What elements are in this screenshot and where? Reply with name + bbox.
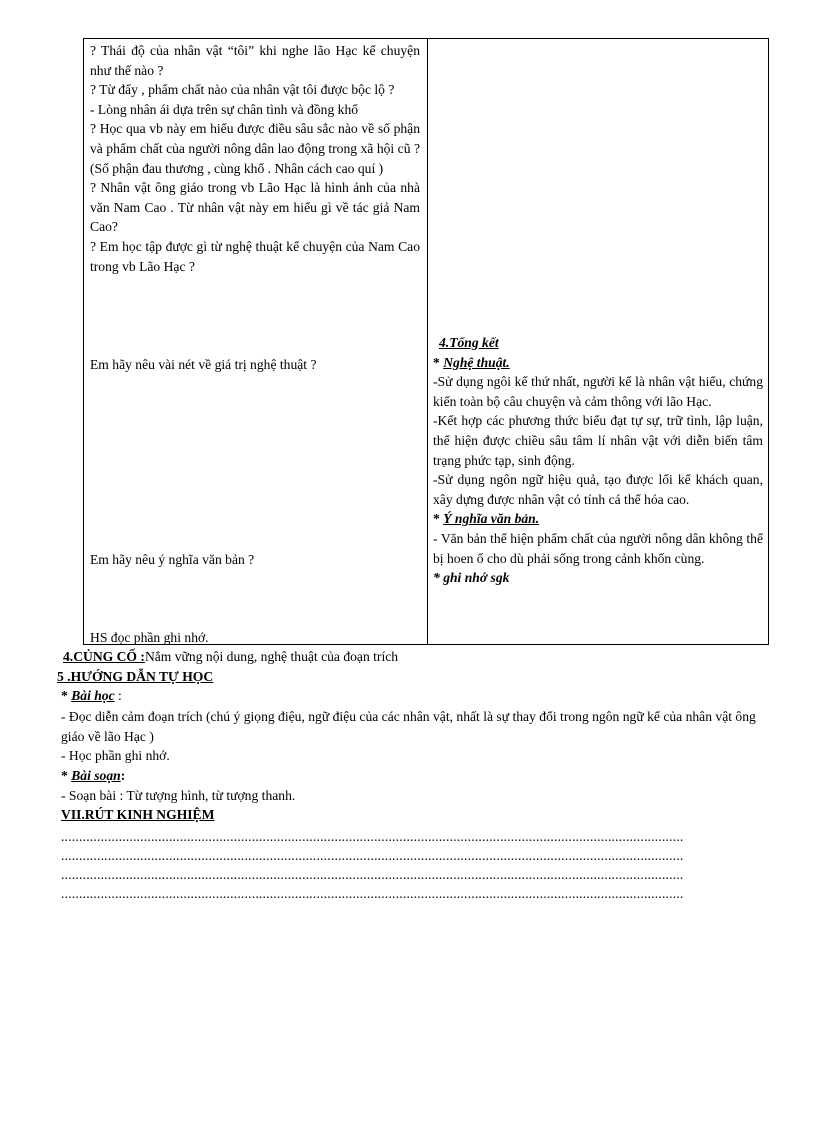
meaning-point: - Văn bản thể hiện phẩm chất của người nông dân không thể bị hoen ố cho dù phải sống trong cảnh khốn cùng. — [433, 530, 763, 566]
answer-quality: - Lòng nhân ái dựa trên sự chân tình và đồng khổ — [90, 101, 359, 117]
question-attitude: ? Thái độ của nhân vật “tôi” khi nghe lão Hạc kể chuyện như thế nào ? — [90, 43, 420, 78]
teacher-activity-cell — [90, 41, 420, 276]
question-author: ? Nhân vật ông giáo trong vb Lão Hạc là hình ảnh của nhà văn Nam Cao . Từ nhân vật này em hiểu gì về tác giả Nam Cao? — [90, 180, 420, 235]
lesson-task-1: - Đọc diễn cảm đoạn trích (chú ý giọng điệu, ngữ điệu của các nhân vật, nhất là sự thay đổi trong ngôn ngữ kể của nhân vật ông giáo về lão Hạc ) — [61, 709, 756, 744]
question-art-value: Em hãy nêu vài nét về giá trị nghệ thuật ? — [90, 357, 317, 372]
section-heading: 4.Tổng kết — [439, 335, 499, 350]
experience-heading: VII.RÚT KINH NGHIỆM — [61, 807, 215, 822]
art-point-2: -Kết hợp các phương thức biểu đạt tự sự, trữ tình, lập luận, thể hiện được chiều sâu tâm lí nhân vật với diễn biến tâm trạng phức tạp, sinh động. — [433, 413, 763, 468]
column-divider — [427, 39, 428, 644]
preparation-heading: * Bài soạn: — [61, 768, 126, 783]
question-fate: ? Học qua vb này em hiểu được điều sâu sắc nào về số phận và phẩm chất của người nông dân lao động trong xã hội cũ ? (Số phận đau thương , cùng khổ . Nhân cách cao quí ) — [90, 121, 420, 176]
question-quality: ? Từ đấy , phẩm chất nào của nhân vật tôi được bộc lộ ? — [90, 82, 395, 98]
preparation-task: - Soạn bài : Từ tượng hình, từ tượng thanh. — [61, 788, 296, 803]
blank-line: ............................................................................................................................................................................. — [61, 829, 684, 844]
art-heading: * Nghệ thuật. — [433, 354, 510, 370]
lesson-task-2: - Học phần ghi nhớ. — [61, 748, 170, 763]
content-cell — [433, 333, 763, 588]
blank-line: ............................................................................................................................................................................. — [61, 886, 684, 901]
question-meaning: Em hãy nêu ý nghĩa văn bản ? — [90, 552, 255, 567]
blank-line: ............................................................................................................................................................................. — [61, 848, 684, 863]
self-study-heading: 5 .HƯỚNG DẪN TỰ HỌC — [57, 669, 214, 684]
art-point-1: -Sử dụng ngôi kể thứ nhất, người kể là nhân vật hiểu, chứng kiến toàn bộ câu chuyện và cảm thông với lão Hạc. — [433, 374, 763, 409]
note-reference: * ghi nhớ sgk — [433, 570, 510, 586]
meaning-heading: * Ý nghĩa văn bản. — [433, 511, 540, 527]
lesson-table — [83, 38, 769, 645]
consolidation-line: 4.CỦNG CỐ :Nắm vững nội dung, nghệ thuật của đoạn trích — [63, 649, 399, 664]
lesson-heading: * Bài học : — [61, 688, 122, 703]
blank-line: ............................................................................................................................................................................. — [61, 867, 684, 882]
question-narrative: ? Em học tập được gì từ nghệ thuật kể chuyện của Nam Cao trong vb Lão Hạc ? — [90, 238, 420, 274]
art-point-3: -Sử dụng ngôn ngữ hiệu quả, tạo được lối kể khách quan, xây dựng được nhân vật có tính cá thể hóa cao. — [433, 472, 763, 507]
instruction-read-note: HS đọc phần ghi nhớ. — [90, 630, 209, 645]
